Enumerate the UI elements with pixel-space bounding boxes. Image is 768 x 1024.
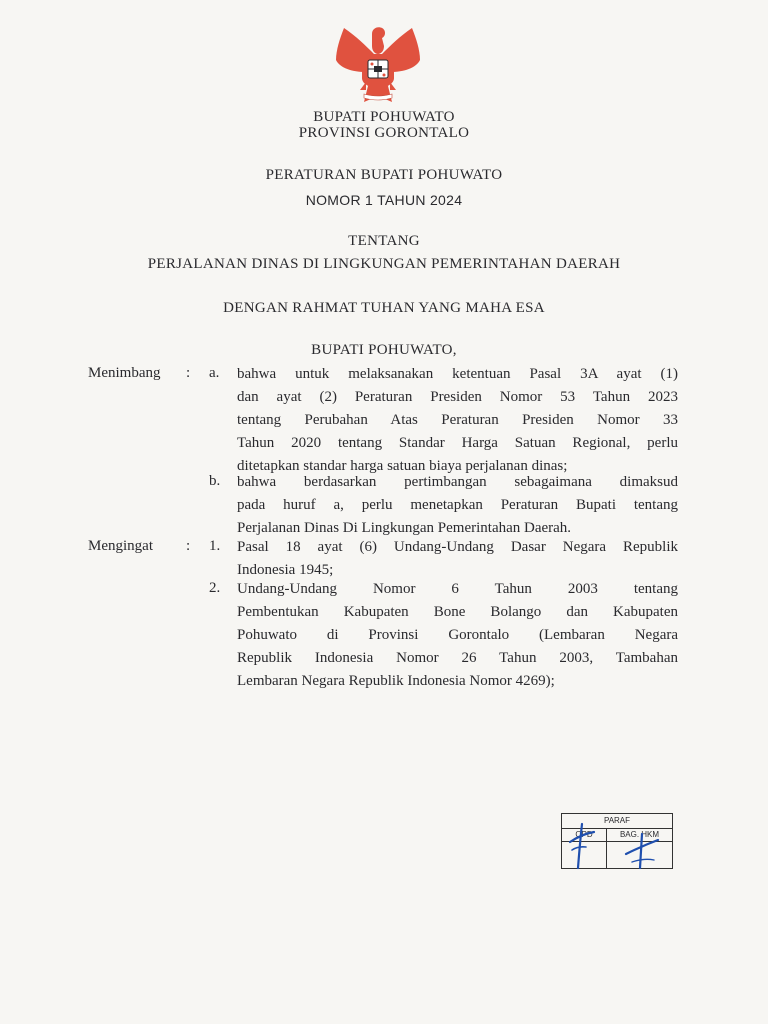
paraf-col-bag-hkm: BAG. HKM: [607, 829, 672, 842]
text-line: pada huruf a, perlu menetapkan Peraturan Bupati tentang: [237, 497, 678, 513]
garuda-emblem-icon: [326, 24, 430, 106]
mengingat-label: Mengingat: [88, 538, 153, 554]
regulation-number: NOMOR 1 TAHUN 2024: [305, 192, 463, 208]
paraf-col-opd: OPD: [562, 829, 607, 842]
mengingat-colon: :: [186, 538, 191, 554]
blessing-line: DENGAN RAHMAT TUHAN YANG MAHA ESA: [223, 300, 545, 316]
opd-initial-signature-icon: [566, 820, 606, 872]
text-line: dan ayat (2) Peraturan Presiden Nomor 53 Tahun 2023: [237, 389, 678, 405]
menimbang-label: Menimbang: [88, 365, 161, 381]
mengingat-1-marker: 1.: [209, 538, 221, 554]
regulation-title: PERATURAN BUPATI POHUWATO: [265, 167, 503, 183]
text-line: Tahun 2020 tentang Standar Harga Satuan Regional, perlu: [237, 435, 678, 451]
bag-hkm-initial-signature-icon: [624, 832, 664, 872]
text-line: bahwa berdasarkan pertimbangan sebagaimana dimaksud: [237, 474, 678, 490]
regent-title: BUPATI POHUWATO: [313, 109, 455, 125]
text-line: Undang-Undang Nomor 6 Tahun 2003 tentang: [237, 581, 678, 597]
menimbang-b-marker: b.: [209, 473, 221, 489]
about-heading: TENTANG: [348, 233, 420, 249]
text-line: Perjalanan Dinas Di Lingkungan Pemerintahan Daerah.: [237, 520, 572, 536]
mengingat-2-marker: 2.: [209, 580, 221, 596]
menimbang-colon: :: [186, 365, 191, 381]
province-title: PROVINSI GORONTALO: [298, 125, 470, 141]
text-line: Lembaran Negara Republik Indonesia Nomor 4269);: [237, 673, 555, 689]
paraf-title: PARAF: [562, 814, 672, 829]
menimbang-a-marker: a.: [209, 365, 220, 381]
text-line: ditetapkan standar harga satuan biaya perjalanan dinas;: [237, 458, 568, 474]
text-line: bahwa untuk melaksanakan ketentuan Pasal 3A ayat (1): [237, 366, 678, 382]
text-line: Pasal 18 ayat (6) Undang-Undang Dasar Negara Republik: [237, 539, 678, 555]
paraf-divider: [606, 841, 607, 868]
text-line: Pembentukan Kabupaten Bone Bolango dan Kabupaten: [237, 604, 678, 620]
mengingat-1-text: [237, 536, 678, 582]
mengingat-2-text: [237, 578, 678, 693]
text-line: Pohuwato di Provinsi Gorontalo (Lembaran Negara: [237, 627, 678, 643]
text-line: tentang Perubahan Atas Peraturan Presiden Nomor 33: [237, 412, 678, 428]
authority-line: BUPATI POHUWATO,: [311, 342, 457, 358]
text-line: Indonesia 1945;: [237, 562, 334, 578]
menimbang-b-text: [237, 471, 678, 540]
text-line: Republik Indonesia Nomor 26 Tahun 2003, Tambahan: [237, 650, 678, 666]
menimbang-a-text: [237, 363, 678, 478]
regulation-subject: PERJALANAN DINAS DI LINGKUNGAN PEMERINTAHAN DAERAH: [147, 256, 621, 272]
